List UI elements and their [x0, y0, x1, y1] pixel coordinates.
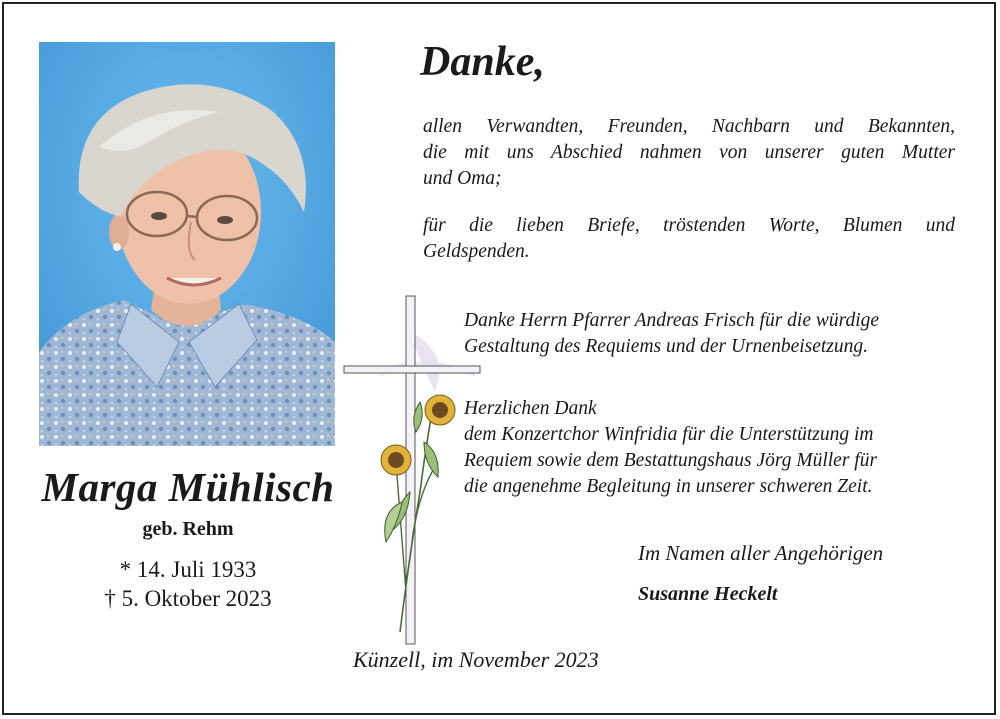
paragraph-line: und Oma;	[423, 168, 502, 189]
paragraph-line: Danke Herrn Pfarrer Andreas Frisch für die würdige	[464, 310, 880, 331]
paragraph-line: dem Konzertchor Winfridia für die Unterstützung im	[464, 424, 874, 445]
paragraph-line: Gestaltung des Requiems und der Urnenbeisetzung.	[464, 336, 869, 357]
paragraph-line: die mit uns Abschied nahmen von unserer guten Mutter	[423, 142, 955, 163]
portrait-illustration	[39, 42, 335, 446]
death-date: † 5. Oktober 2023	[104, 586, 272, 611]
closing-text: Im Namen aller Angehörigen	[638, 541, 884, 565]
paragraph-line: Requiem sowie dem Bestattungshaus Jörg Müller für	[464, 450, 878, 471]
paragraph-line: für die lieben Briefe, tröstenden Worte, Blumen und	[423, 215, 955, 236]
portrait-photo	[39, 42, 335, 446]
deceased-name: Marga Mühlisch	[41, 464, 335, 510]
paragraph-line: die angenehme Begleitung in unserer schweren Zeit.	[464, 476, 873, 497]
paragraph-line: Herzlichen Dank	[464, 398, 597, 419]
thanks-paragraph-choir	[464, 396, 956, 500]
thanks-paragraph-relatives	[423, 114, 955, 192]
place-and-date: Künzell, im November 2023	[353, 647, 599, 672]
cross-with-sunflowers-icon	[340, 292, 490, 648]
signer-name: Susanne Heckelt	[638, 583, 778, 605]
thanks-paragraph-letters	[423, 213, 955, 265]
paragraph-line: Geldspenden.	[423, 241, 530, 262]
maiden-name: geb. Rehm	[142, 518, 234, 540]
thanks-heading: Danke,	[420, 39, 545, 85]
paragraph-line: allen Verwandten, Freunden, Nachbarn und Bekannten,	[423, 116, 955, 137]
birth-date: * 14. Juli 1933	[119, 557, 257, 582]
thanks-paragraph-priest	[464, 308, 956, 360]
